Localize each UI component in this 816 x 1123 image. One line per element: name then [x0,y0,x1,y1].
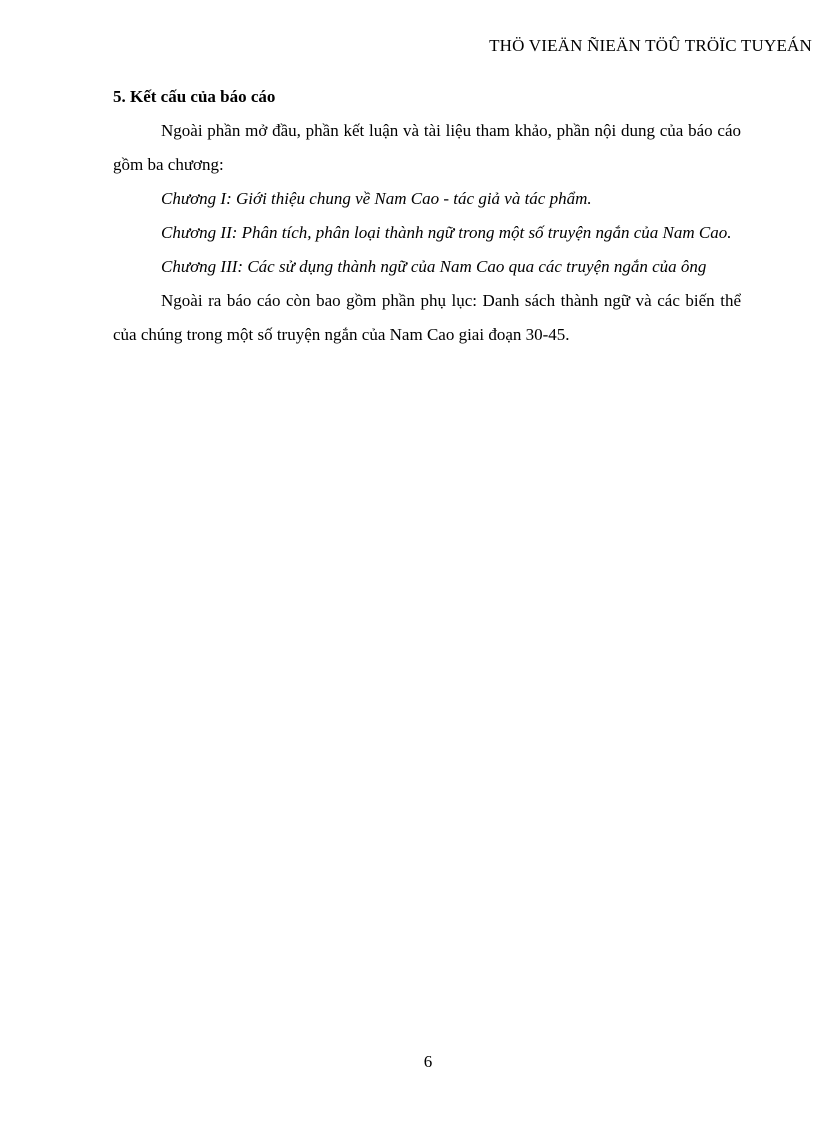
section-heading: 5. Kết cấu của báo cáo [113,87,276,106]
chapter-2-paragraph: Chương II: Phân tích, phân loại thành ngữ trong một số truyện ngắn của Nam Cao. [161,223,732,242]
page-header: THÖ VIEÄN ÑIEÄN TÖÛ TRÖÏC TUYEÁN [489,36,812,55]
appendix-paragraph: Ngoài ra báo cáo còn bao gồm phần phụ lục: Danh sách thành ngữ và các biến thể của chúng trong một số truyện ngắn của Nam Cao giai đoạn 30-45. [113,291,741,344]
chapter-3-paragraph: Chương III: Các sử dụng thành ngữ của Nam Cao qua các truyện ngắn của ông [161,257,707,276]
intro-paragraph: Ngoài phần mở đầu, phần kết luận và tài liệu tham khảo, phần nội dung của báo cáo gồm ba chương: [113,121,741,174]
chapter-1-paragraph: Chương I: Giới thiệu chung về Nam Cao - tác giả và tác phẩm. [161,189,592,208]
page-number: 6 [423,1052,433,1071]
document-body [113,80,741,352]
